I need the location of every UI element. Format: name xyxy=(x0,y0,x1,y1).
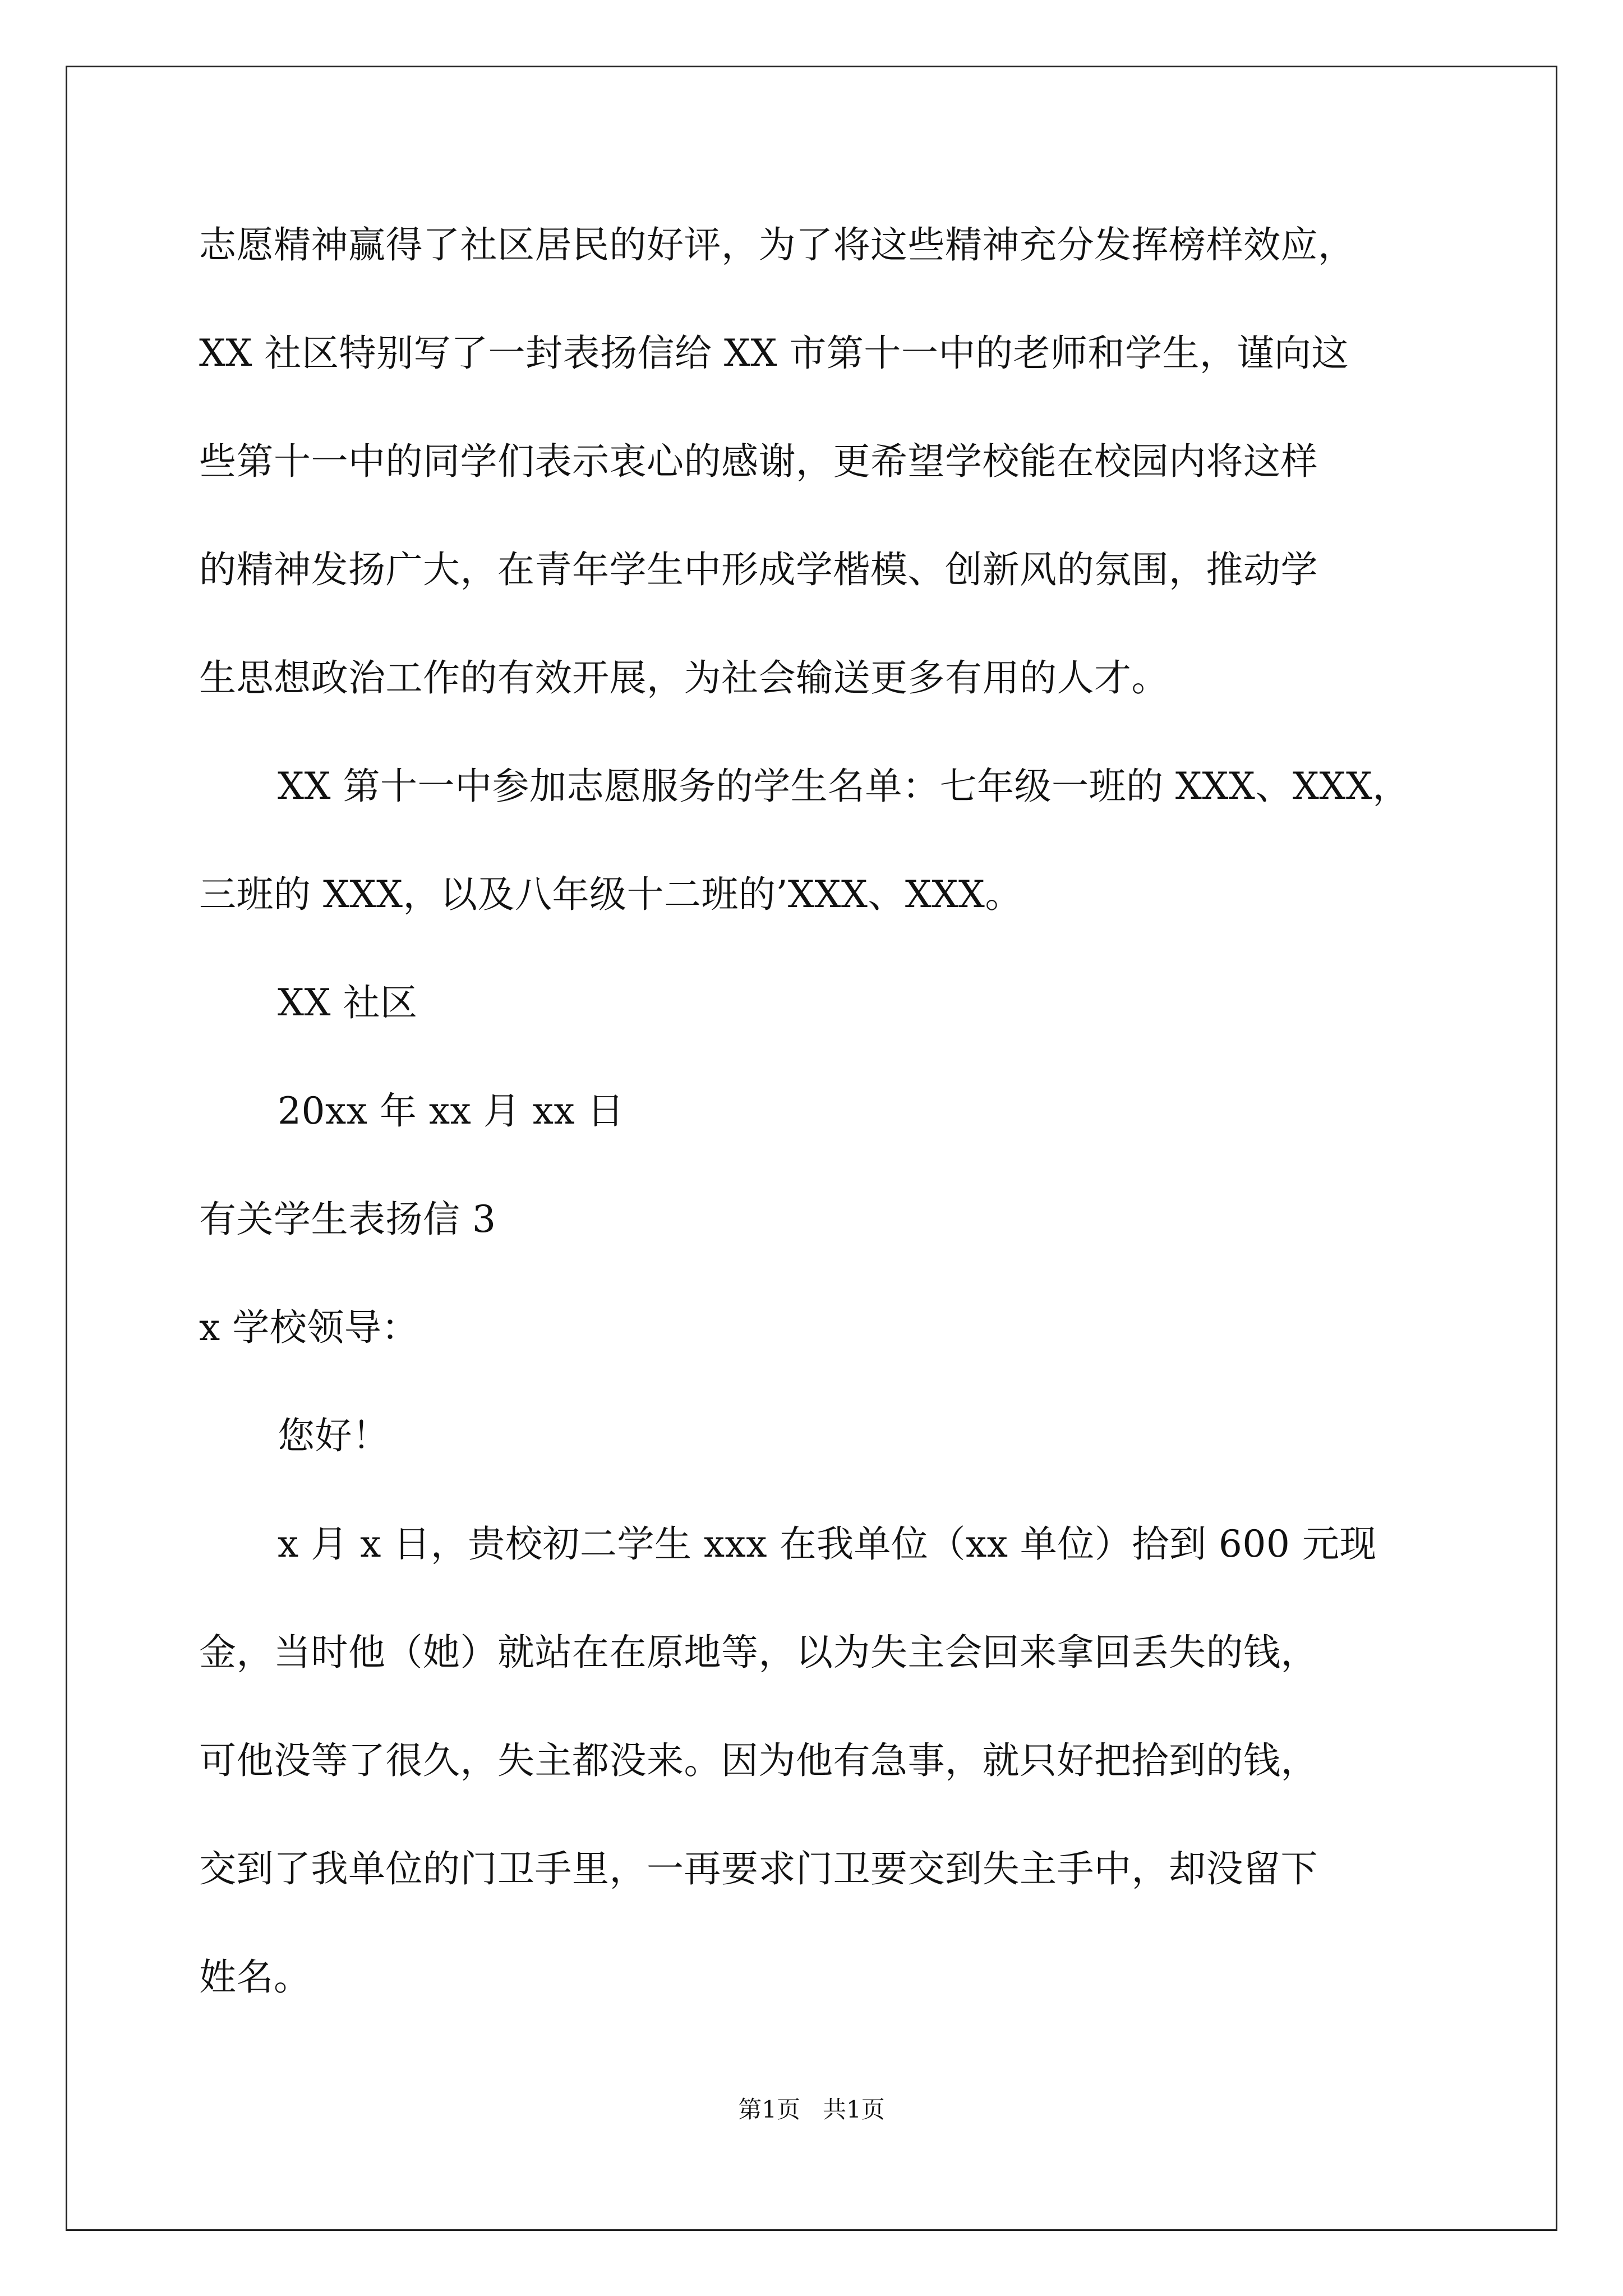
page-footer: 第1页 共1页 xyxy=(738,2096,885,2123)
salutation: x 学校领导： xyxy=(199,1306,419,1349)
body-line-17: 姓名。 xyxy=(199,1955,311,1999)
body-line-4: 的精神发扬广大，在青年学生中形成学楷模、创新风的氛围，推动学 xyxy=(199,548,1318,591)
body-line-15: 可他没等了很久，失主都没来。因为他有急事，就只好把拾到的钱， xyxy=(199,1739,1318,1782)
body-line-7: 三班的 XXX，以及八年级十二班的’XXX、XXX。 xyxy=(199,873,1022,916)
body-line-2: XX 社区特别写了一封表扬信给 XX 市第十一中的老师和学生，谨向这 xyxy=(199,332,1349,375)
body-line-14: 金，当时他（她）就站在在原地等，以为失主会回来拿回丢失的钱， xyxy=(199,1631,1318,1674)
section-heading: 有关学生表扬信 3 xyxy=(199,1198,496,1241)
body-line-5: 生思想政治工作的有效开展，为社会输送更多有用的人才。 xyxy=(199,656,1169,700)
signature-date: 20xx 年 xx 月 xx 日 xyxy=(278,1089,625,1133)
body-line-1: 志愿精神赢得了社区居民的好评，为了将这些精神充分发挥榜样效应， xyxy=(199,223,1355,266)
body-line-3: 些第十一中的同学们表示衷心的感谢，更希望学校能在校园内将这样 xyxy=(199,440,1318,483)
signature-community: XX 社区 xyxy=(278,981,418,1024)
body-line-16: 交到了我单位的门卫手里，一再要求门卫要交到失主手中，却没留下 xyxy=(199,1847,1318,1890)
body-line-13: x 月 x 日，贵校初二学生 xxx 在我单位（xx 单位）拾到 600 元现 xyxy=(278,1522,1377,1566)
greeting: 您好！ xyxy=(278,1414,390,1457)
page-border xyxy=(66,66,1557,2231)
body-line-6: XX 第十一中参加志愿服务的学生名单：七年级一班的 XXX、XXX， xyxy=(278,765,1410,808)
